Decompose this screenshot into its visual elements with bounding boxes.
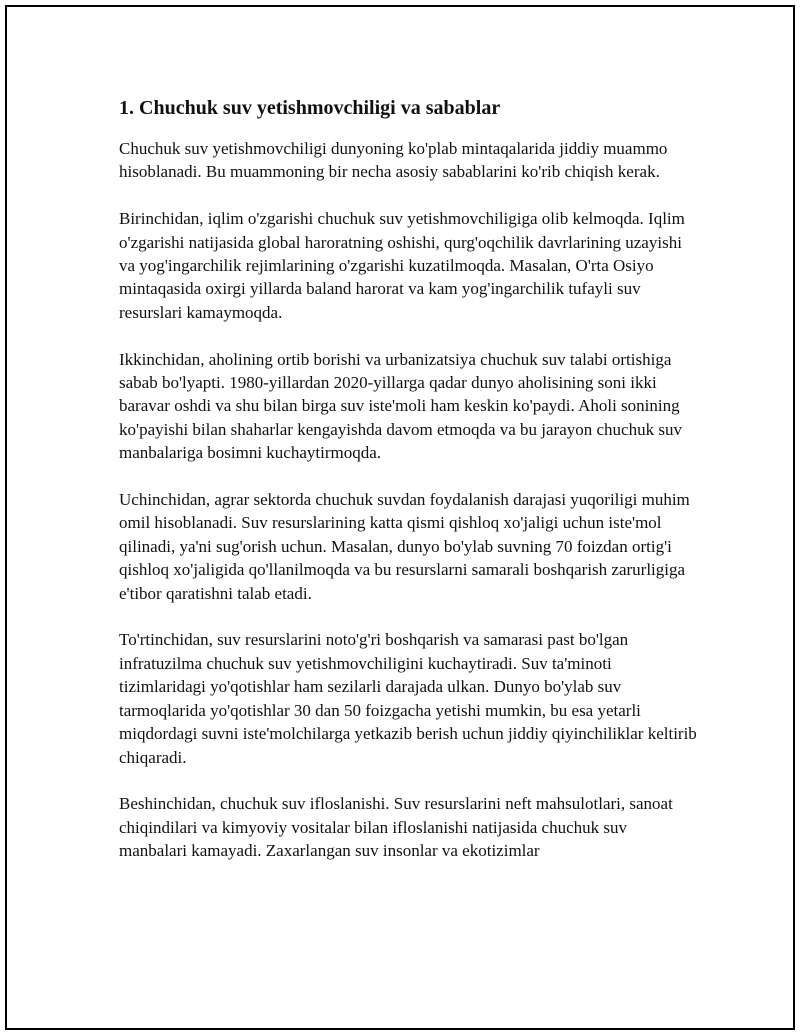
section-heading: 1. Chuchuk suv yetishmovchiligi va sabablar xyxy=(119,97,501,119)
paragraph-third-cause: Uchinchidan, agrar sektorda chuchuk suvdan foydalanish darajasi yuqoriligi muhim omil hisoblanadi. Suv resurslarining katta qismi qishloq xo'jaligi uchun iste'mol qilinadi, ya'ni sug'orish uchun. Masalan, dunyo bo'ylab suvning 70 foizdan ortig'i qishloq xo'jaligida qo'llanilmoqda va bu resurslarni samarali boshqarish zarurligiga e'tibor qaratishni talab etadi. xyxy=(119,490,690,603)
paragraph-second-cause: Ikkinchidan, aholining ortib borishi va urbanizatsiya chuchuk suv talabi ortishiga sabab bo'lyapti. 1980-yillardan 2020-yillarga qadar dunyo aholisining soni ikki baravar oshdi va shu bilan birga suv iste'moli ham keskin ko'paydi. Aholi sonining ko'payishi bilan shaharlar kengayishda davom etmoqda va bu jarayon chuchuk suv manbalariga bosimni kuchaytirmoqda. xyxy=(119,349,682,463)
paragraph-fifth-cause: Beshinchidan, chuchuk suv ifloslanishi. Suv resurslarini neft mahsulotlari, sanoat chiqindilari va kimyoviy vositalar bilan ifloslanishi natijasida chuchuk suv manbalari kamayadi. Zaxarlangan suv insonlar va ekotizimlar xyxy=(119,794,673,861)
paragraph-intro: Chuchuk suv yetishmovchiligi dunyoning ko'plab mintaqalarida jiddiy muammo hisoblanadi. Bu muammoning bir necha asosiy sabablarini ko'rib chiqish kerak. xyxy=(119,139,668,182)
paragraph-first-cause: Birinchidan, iqlim o'zgarishi chuchuk suv yetishmovchiligiga olib kelmoqda. Iqlim o'zgarishi natijasida global haroratning oshishi, qurg'oqchilik davrlarining uzayishi va yog'ingarchilik rejimlarining o'zgarishi kuzatilmoqda. Masalan, O'rta Osiyo mintaqasida oxirgi yillarda baland harorat va kam yog'ingarchilik tufayli suv resurslari kamaymoqda. xyxy=(119,209,685,322)
document-page xyxy=(5,5,795,1030)
paragraph-fourth-cause: To'rtinchidan, suv resurslarini noto'g'ri boshqarish va samarasi past bo'lgan infratuzilma chuchuk suv yetishmovchiligini kuchaytiradi. Suv ta'minoti tizimlaridagi yo'qotishlar ham sezilarli darajada ulkan. Dunyo bo'ylab suv tarmoqlarida yo'qotishlar 30 dan 50 foizgacha yetishi mumkin, bu esa yetarli miqdordagi suvni iste'molchilarga yetkazib berish uchun jiddiy qiyinchiliklar keltirib chiqaradi. xyxy=(119,630,697,767)
document-content xyxy=(119,93,699,886)
